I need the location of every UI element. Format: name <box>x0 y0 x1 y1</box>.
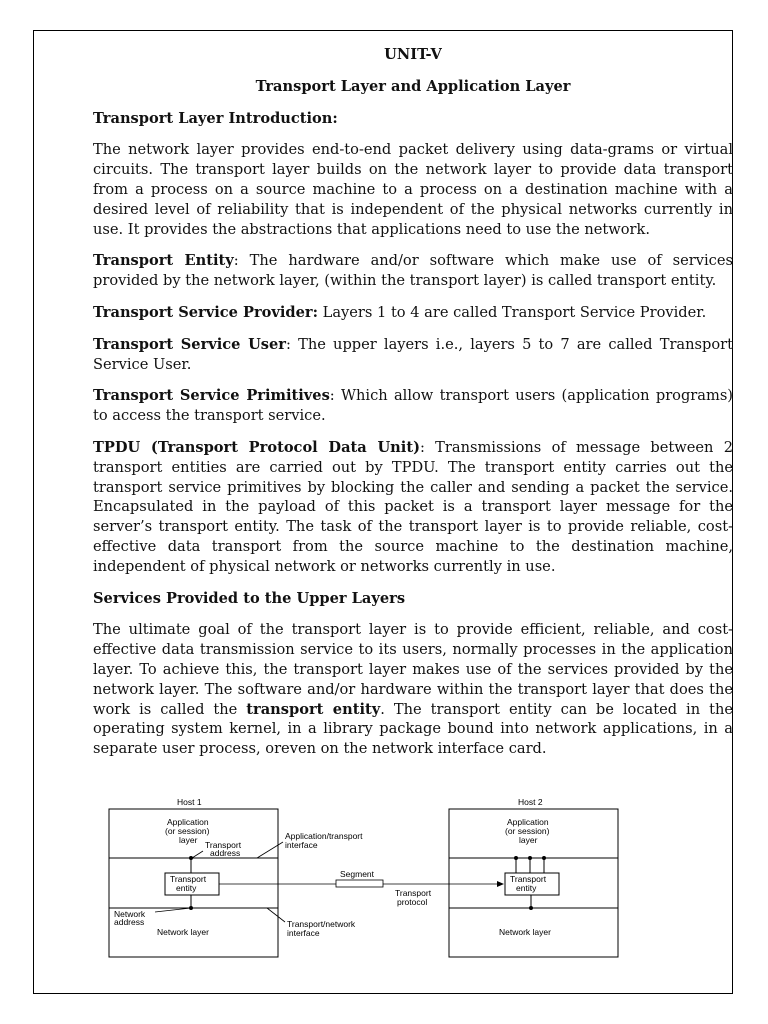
intro-paragraph: The network layer provides end-to-end packet delivery using data-grams or virtual circuits. The transport layer builds on the network layer to provide data transport from a process on a source machine to a process on a destination machine with a desired level of reliability that is independent of the physical networks currently in use. It provides the abstractions that applications need to use the network. <box>93 141 733 238</box>
tpdu-paragraph <box>93 438 733 577</box>
tpdu-definition: : Transmissions of message between 2 transport entities are carried out by TPDU. The transport entity carries out the transport service primitives by blocking the caller and sending a packet the service. Encapsulated in the payload of this packet is a transport layer message for the server’s transport entity. The task of the transport layer is to provide reliable, cost-effective data transport from the source machine to the destination machine, independent of physical network or networks currently in use. <box>93 438 733 575</box>
host2-app-line3: layer <box>519 835 538 845</box>
service-provider-paragraph <box>93 303 733 323</box>
page-title: Transport Layer and Application Layer <box>255 77 571 95</box>
host1-app-line1: Application <box>167 817 209 827</box>
transport-network-iface-1: Transport/network <box>287 919 356 929</box>
service-provider-definition: Layers 1 to 4 are called Transport Service Provider. <box>318 303 707 321</box>
page-frame <box>33 30 733 994</box>
host1-transport-address-2: address <box>210 848 241 858</box>
host1-nsap-pointer <box>155 908 191 912</box>
service-primitives-definition: : Which allow transport users (application programs) to access the transport service. <box>93 387 733 425</box>
service-provider-term: Transport Service Provider: <box>93 303 318 321</box>
host2-nsap-dot <box>529 906 533 910</box>
segment-box <box>336 880 383 887</box>
services-heading: Services Provided to the Upper Layers <box>93 589 406 607</box>
service-user-term: Transport Service User <box>93 335 286 353</box>
host1-app-line2: (or session) <box>165 826 210 836</box>
host2-entity-line2: entity <box>516 883 537 893</box>
service-primitives-paragraph <box>93 386 733 426</box>
services-text-start: The ultimate goal of the transport layer is to provide efficient, reliable, and cost-effective data transmission service to its users, normally processes in the application layer. To achieve this, the transport layer makes use of the services provided by the network layer. The software and/or hardware within the transport layer that does the work is called the <box>93 621 733 718</box>
segment-label: Segment <box>340 869 375 879</box>
transport-protocol-2: protocol <box>397 897 428 907</box>
host1-app-line3: layer <box>179 835 198 845</box>
transport-protocol-1: Transport <box>395 888 432 898</box>
network-address-2: address <box>114 917 145 927</box>
app-transport-iface-2: interface <box>285 840 318 850</box>
transport-entity-term: Transport Entity <box>93 252 234 270</box>
transport-entities-diagram <box>107 796 675 961</box>
app-iface-pointer <box>257 842 283 858</box>
host2-entity-line1: Transport <box>510 874 547 884</box>
host1-entity-line1: Transport <box>170 874 207 884</box>
host1-transport-address-1: Transport <box>205 840 242 850</box>
tpdu-term: TPDU (Transport Protocol Data Unit) <box>93 438 420 456</box>
host1-label: Host 1 <box>177 797 202 807</box>
host1-network-layer: Network layer <box>157 927 209 937</box>
host2-network-layer: Network layer <box>499 927 551 937</box>
service-user-definition: : The upper layers i.e., layers 5 to 7 are called Transport Service User. <box>93 335 733 373</box>
services-bold-term: transport entity <box>246 700 381 718</box>
services-paragraph <box>93 620 733 759</box>
host2-app-line2: (or session) <box>505 826 550 836</box>
app-transport-iface-1: Application/transport <box>285 831 363 841</box>
transport-entity-paragraph <box>93 251 733 291</box>
net-iface-pointer <box>267 908 285 922</box>
service-user-paragraph <box>93 335 733 375</box>
document-body <box>93 45 733 771</box>
host2-label: Host 2 <box>518 797 543 807</box>
segment-arrowhead <box>497 881 504 887</box>
intro-heading: Transport Layer Introduction: <box>93 109 338 127</box>
unit-heading: UNIT-V <box>384 46 442 63</box>
service-primitives-term: Transport Service Primitives <box>93 387 330 405</box>
transport-network-iface-2: interface <box>287 928 320 938</box>
host2-app-line1: Application <box>507 817 549 827</box>
services-text-end: . The transport entity can be located in the operating system kernel, in a library package bound into network applications, in a separate user process, oreven on the network interface card. <box>93 700 734 758</box>
network-address-1: Network <box>114 909 146 919</box>
host1-tsap-pointer <box>192 851 203 858</box>
host1-entity-line2: entity <box>176 883 197 893</box>
transport-entity-definition: : The hardware and/or software which make use of services provided by the network layer, (within the transport layer) is called transport entity. <box>93 252 733 290</box>
